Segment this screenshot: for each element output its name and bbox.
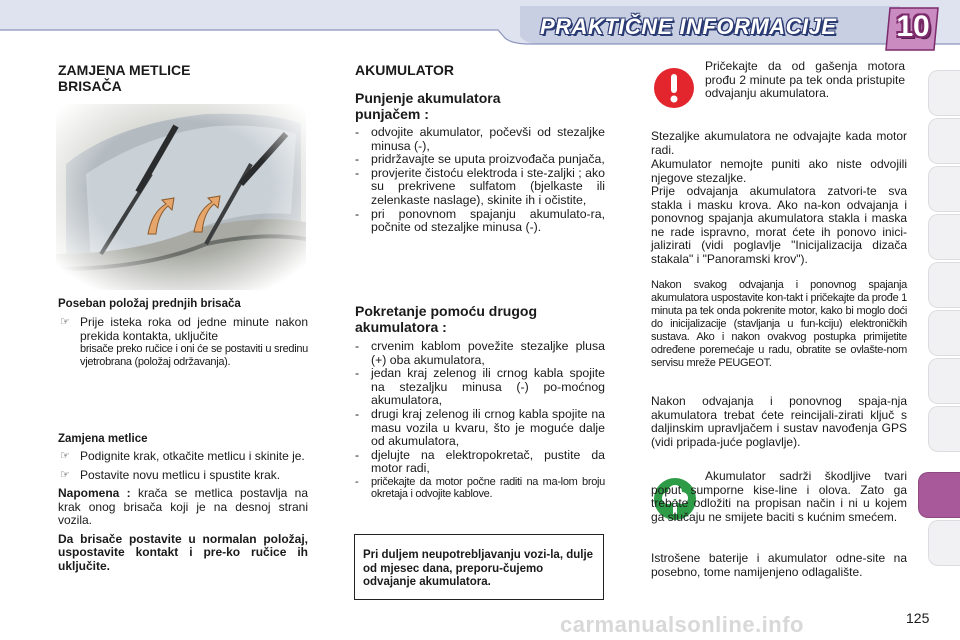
blade-replacement-steps	[58, 450, 308, 573]
windscreen-wipers-illustration	[56, 104, 306, 290]
chapter-tab[interactable]	[928, 520, 960, 566]
list-item: - odvojite akumulator, počevši od stezaljke minusa (-),	[355, 125, 605, 153]
chapter-tab-active[interactable]	[918, 472, 960, 518]
blade-replacement-subtitle: Zamjena metlice	[58, 433, 148, 445]
list-item: - jedan kraj zelenog ili crnog kabla spojite na stezaljku minusa (-) po-moćnog akumulatora,	[355, 366, 605, 408]
watermark: carmanualsonline.info	[560, 612, 804, 637]
chapter-tabs	[918, 70, 960, 590]
chapter-tab[interactable]	[928, 166, 960, 212]
instruction-text: Prije isteka roka od jedne minute nakon prekida kontakta, uključite	[80, 315, 308, 343]
chapter-number: 10	[896, 10, 930, 43]
list-item: - pridržavajte se uputa proizvođača punjača,	[355, 152, 605, 167]
list-item: - djelujte na elektropokretač, pustite da motor radi,	[355, 447, 605, 476]
note-label: Napomena :	[58, 486, 131, 501]
jump-start-subtitle: Pokretanje pomoću drugog akumulatora :	[355, 303, 538, 335]
warning-text: Pričekajte da od gašenja motora prođu 2 minute pa tek onda pristupite odvajanju akumulatora.	[705, 59, 905, 100]
battery-disposal-text: Istrošene baterije i akumulator odne-site na posebno, tome namijenjeno odlagalište.	[651, 551, 907, 579]
chapter-tab[interactable]	[928, 214, 960, 260]
battery-text-4: Nakon svakog odvajanja i ponovnog spajanja akumulatora uspostavite kon-takt i pričekajte da prođe 1 minuta pa tek onda pokrenite motor, kako bi moglo doći do inicijalizacije (stavljanja u fun-kciju) elektroničkih sustava. Ako i nakon ovakvog postupka primijetite određene poremećaje u radu, obratite se ovlašte-nom servisu mreže PEUGEOT.	[651, 279, 907, 369]
charging-steps	[355, 126, 605, 235]
list-item: - drugi kraj zelenog ili crnog kabla spojite na masu vozila u kvaru, što je moguće dalje od akumulatora,	[355, 406, 605, 449]
note-text: krača se metlica postavlja na krak onog brisača koji je na desnoj strani vozila.	[58, 486, 308, 528]
warning-icon	[652, 66, 696, 110]
chapter-tab[interactable]	[928, 70, 960, 116]
step-text: Podignite krak, otkačite metlicu i skinite je.	[80, 449, 305, 463]
storage-note-box	[354, 534, 604, 600]
chapter-tab[interactable]	[928, 310, 960, 356]
battery-text-5: Nakon odvajanja i ponovnog spaja-nja akumulatora trebat ćete reincijali-zirati ključ s daljinskim upravljačem i sustav navođenja GPS (vidi pripada-juće poglavlje).	[651, 394, 907, 449]
chapter-tab[interactable]	[928, 358, 960, 404]
list-item: - pričekajte da motor počne raditi na ma-lom broju okretaja i odvojite kablove.	[355, 475, 605, 501]
normal-position-note: Da brisače postavite u normalan položaj, uspostavite kontakt i pre-ko ručice ih uključite.	[58, 531, 308, 573]
chapter-tab[interactable]	[928, 262, 960, 308]
storage-note-text: Pri duljem neupotrebljavanju vozi-la, dulje od mjesec dana, preporu-čujemo odvajanje akumulatora.	[363, 549, 594, 588]
chapter-tab[interactable]	[928, 406, 960, 452]
wiper-section-title: ZAMJENA METLICE BRISAČA	[58, 62, 191, 94]
chapter-tab[interactable]	[928, 118, 960, 164]
section-title: PRAKTIČNE INFORMACIJE	[540, 14, 837, 39]
jump-start-steps	[355, 340, 605, 501]
bullet-icon: ☞	[60, 316, 70, 328]
list-item: - provjerite čistoću elektroda i ste-zaljki ; ako su prekrivene sulfatom (bjelkaste ili zelenkaste naslage), skinite ih i očistite,	[355, 165, 605, 207]
environment-warning-text: Akumulator sadrži škodljive tvari poput sumporne kise-line i olova. Zato ga trebate odložiti na propisan način i ni u kojem ga slučaju ne smijete baciti s kućnim smećem.	[651, 469, 907, 524]
bullet-icon: ☞	[60, 468, 70, 481]
battery-section-title: AKUMULATOR	[355, 62, 455, 78]
front-wipers-subtitle: Poseban položaj prednjih brisača	[58, 298, 241, 310]
charging-subtitle: Punjenje akumulatora punjačem :	[355, 90, 501, 122]
battery-text-3: Prije odvajanja akumulatora zatvori-te sva stakla i masku krova. Ako na-kon odvajanja i ponovnog spajanja akumulatora stakla i maska ne rade ispravno, morat ćete ih ponovo inici-jalizirati (vidi poglavlje "Inicijalizacija dizača stakala" i "Panoramski krov").	[651, 184, 907, 266]
instruction-text-small: brisače preko ručice i oni će se postaviti u sredinu vjetrobrana (položaj održavanja).	[80, 343, 308, 369]
list-item: - crvenim kablom povežite stezaljke plusa (+) oba akumulatora,	[355, 339, 605, 367]
battery-text-2: Akumulator nemojte puniti ako niste odvojili njegove stezaljke.	[651, 157, 907, 185]
list-item: - pri ponovnom spajanju akumulato-ra, počnite od stezaljke minusa (-).	[355, 206, 605, 235]
battery-text-1: Stezaljke akumulatora ne odvajajte kada motor radi.	[651, 129, 907, 157]
environment-text	[651, 470, 907, 524]
bullet-icon: ☞	[60, 450, 70, 462]
front-wipers-instruction	[58, 316, 308, 369]
step-text: Postavite novu metlicu i spustite krak.	[80, 467, 281, 482]
page-number: 125	[906, 610, 930, 626]
